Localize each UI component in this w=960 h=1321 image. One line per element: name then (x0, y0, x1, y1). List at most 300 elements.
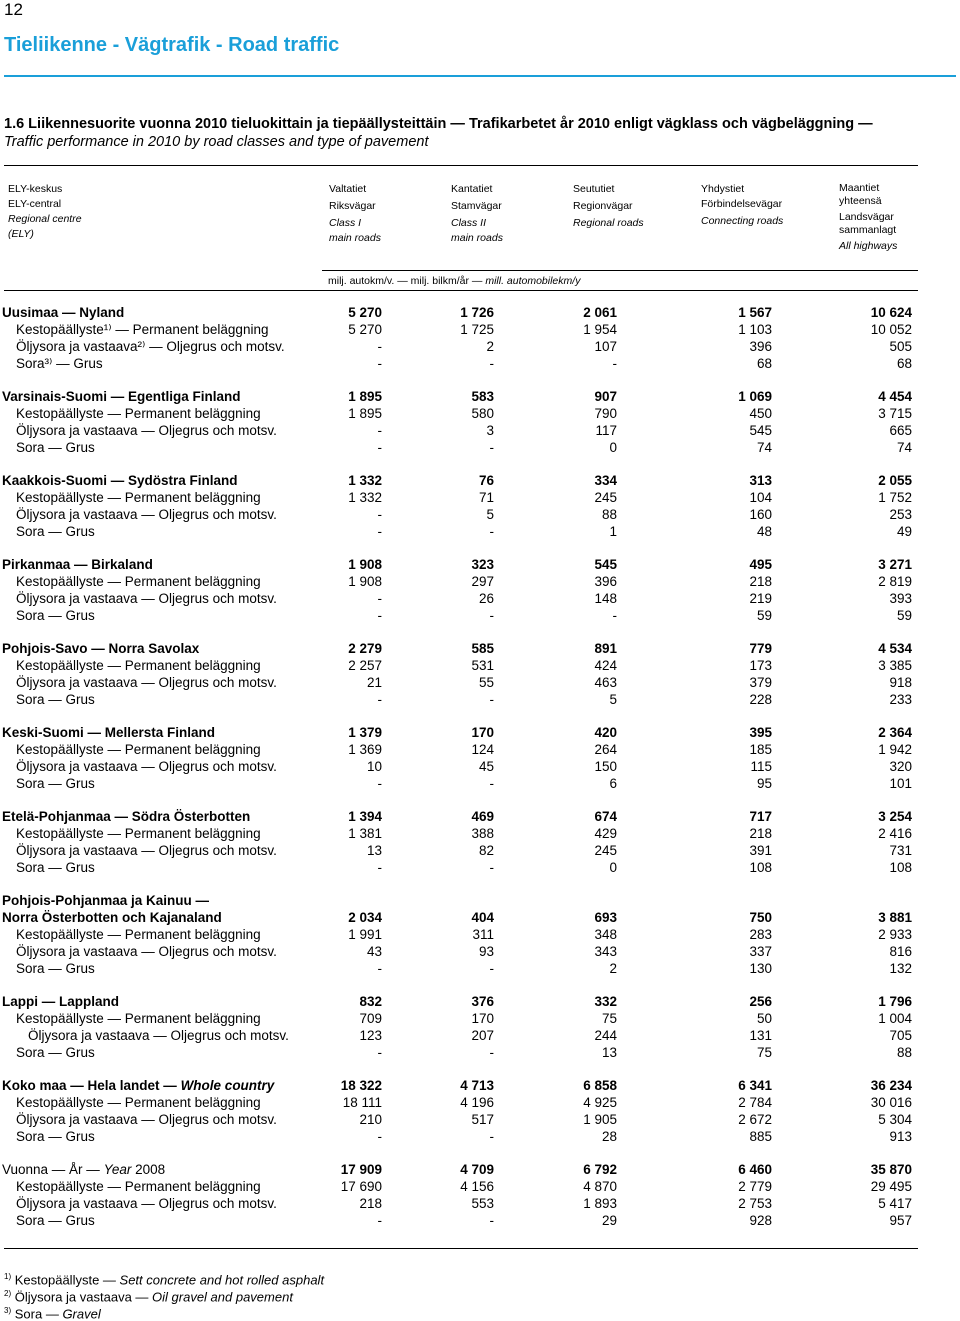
row-label: Öljysora ja vastaava — Oljegrus och motsv. (16, 423, 277, 438)
cell-value: 531 (471, 658, 494, 673)
cell-value: 3 385 (878, 658, 912, 673)
cell-value: - (377, 776, 382, 791)
cell-value: 1 004 (878, 1011, 912, 1026)
pavement-row (0, 356, 960, 373)
region-row (0, 1078, 960, 1095)
cell-value: 429 (594, 826, 617, 841)
cell-value: 104 (749, 490, 772, 505)
cell-value: 2 784 (738, 1095, 772, 1110)
row-label: Kestopäällyste — Permanent beläggning (16, 1095, 261, 1110)
cell-value: - (489, 860, 494, 875)
row-label: Öljysora ja vastaava — Oljegrus och motsv. (16, 843, 277, 858)
cell-value: - (489, 776, 494, 791)
cell-value: 5 270 (348, 305, 382, 320)
cell-value: 4 454 (878, 389, 912, 404)
cell-value: 4 709 (460, 1162, 494, 1177)
cell-value: 108 (889, 860, 912, 875)
cell-value: 26 (478, 591, 494, 606)
row-label: Kestopäällyste — Permanent beläggning (16, 490, 261, 505)
row-gap (0, 978, 960, 994)
cell-value: 545 (594, 557, 617, 572)
region-row (0, 809, 960, 826)
cell-value: 1 394 (348, 809, 382, 824)
cell-value: 17 690 (340, 1179, 382, 1194)
header-col-connecting (701, 182, 783, 229)
pavement-row (0, 1112, 960, 1129)
cell-value: 185 (749, 742, 772, 757)
pavement-row (0, 591, 960, 608)
pavement-row (0, 574, 960, 591)
pavement-row (0, 507, 960, 524)
pavement-row (0, 1095, 960, 1112)
cell-value: 13 (601, 1045, 617, 1060)
cell-value: 553 (471, 1196, 494, 1211)
cell-value: 396 (594, 574, 617, 589)
cell-value: 88 (896, 1045, 912, 1060)
header-rule-top (4, 165, 918, 166)
pavement-row (0, 339, 960, 356)
cell-value: 0 (609, 440, 617, 455)
header-col-region (8, 182, 82, 242)
cell-value: 59 (896, 608, 912, 623)
pavement-row (0, 440, 960, 457)
row-label: Norra Österbotten och Kajanaland (2, 910, 222, 925)
cell-value: - (377, 608, 382, 623)
cell-value: 6 341 (738, 1078, 772, 1093)
header-text: main roads (329, 232, 381, 244)
cell-value: 218 (749, 826, 772, 841)
header-col-class1 (329, 182, 381, 246)
pavement-row (0, 961, 960, 978)
cell-value: 313 (749, 473, 772, 488)
cell-value: 244 (594, 1028, 617, 1043)
cell-value: 424 (594, 658, 617, 673)
cell-value: 107 (594, 339, 617, 354)
cell-value: 2 364 (878, 725, 912, 740)
row-label: Keski-Suomi — Mellersta Finland (2, 725, 216, 740)
row-gap (0, 541, 960, 557)
cell-value: 3 881 (878, 910, 912, 925)
row-label: Sora — Grus (16, 440, 95, 455)
cell-value: 790 (594, 406, 617, 421)
pavement-row (0, 675, 960, 692)
table-rule-bottom (4, 1248, 918, 1249)
header-col-regional (573, 182, 644, 231)
header-text: sammanlagt (839, 224, 897, 236)
cell-value: 3 254 (878, 809, 912, 824)
cell-value: 1 567 (738, 305, 772, 320)
cell-value: 283 (749, 927, 772, 942)
row-label: Pirkanmaa — Birkaland (2, 557, 153, 572)
cell-value: 82 (478, 843, 494, 858)
cell-value: 218 (749, 574, 772, 589)
row-label: Öljysora ja vastaava²⁾ — Oljegrus och motsv. (16, 339, 285, 354)
cell-value: - (377, 1045, 382, 1060)
cell-value: 469 (471, 809, 494, 824)
footnote: $^{3)}$ Sora — Gravel (4, 1306, 101, 1321)
cell-value: 76 (478, 473, 494, 488)
cell-value: 74 (756, 440, 772, 455)
cell-value: 30 016 (870, 1095, 912, 1110)
cell-value: 6 460 (738, 1162, 772, 1177)
cell-value: 2 779 (738, 1179, 772, 1194)
header-text: Förbindelsevägar (701, 198, 783, 210)
cell-value: 18 322 (340, 1078, 382, 1093)
row-label: Öljysora ja vastaava — Oljegrus och motsv. (16, 507, 277, 522)
cell-value: 150 (594, 759, 617, 774)
row-label: Sora — Grus (16, 961, 95, 976)
header-text: Valtatiet (329, 183, 367, 195)
row-label: Sora — Grus (16, 1129, 95, 1144)
cell-value: 0 (609, 860, 617, 875)
region-row (0, 725, 960, 742)
top-rule (4, 75, 956, 77)
table-title-main: 1.6 Liikennesuorite vuonna 2010 tieluokittain ja tiepäällysteittäin — Trafikarbetet år 2010 enligt vägklass och vägbeläggning — (4, 116, 873, 132)
pavement-row (0, 658, 960, 675)
cell-value: 1 908 (348, 574, 382, 589)
units-text-english: mill. automobilekm/y (485, 275, 581, 287)
region-row (0, 641, 960, 658)
cell-value: 717 (749, 809, 772, 824)
row-label: Sora — Grus (16, 776, 95, 791)
cell-value: - (489, 961, 494, 976)
pavement-row (0, 524, 960, 541)
cell-value: 891 (594, 641, 617, 656)
pavement-row (0, 692, 960, 709)
cell-value: 337 (749, 944, 772, 959)
cell-value: 343 (594, 944, 617, 959)
cell-value: 35 870 (870, 1162, 912, 1177)
cell-value: 580 (471, 406, 494, 421)
cell-value: 463 (594, 675, 617, 690)
cell-value: 1 895 (348, 389, 382, 404)
cell-value: 1 332 (348, 490, 382, 505)
cell-value: 4 196 (460, 1095, 494, 1110)
cell-value: 245 (594, 843, 617, 858)
cell-value: 320 (889, 759, 912, 774)
cell-value: 3 271 (878, 557, 912, 572)
row-label: Sora — Grus (16, 860, 95, 875)
cell-value: 583 (471, 389, 494, 404)
cell-value: 68 (756, 356, 772, 371)
cell-value: 693 (594, 910, 617, 925)
cell-value: 1 379 (348, 725, 382, 740)
cell-value: 391 (749, 843, 772, 858)
cell-value: 1 991 (348, 927, 382, 942)
cell-value: 705 (889, 1028, 912, 1043)
row-label: Kestopäällyste¹⁾ — Permanent beläggning (16, 322, 269, 337)
pavement-row (0, 1179, 960, 1196)
cell-value: 665 (889, 423, 912, 438)
cell-value: 420 (594, 725, 617, 740)
pavement-row (0, 490, 960, 507)
row-label: Öljysora ja vastaava — Oljegrus och motsv. (28, 1028, 289, 1043)
cell-value: 4 870 (583, 1179, 617, 1194)
units-label (328, 275, 580, 287)
pavement-row (0, 1196, 960, 1213)
cell-value: 6 858 (583, 1078, 617, 1093)
pavement-row (0, 776, 960, 793)
row-label: Sora³⁾ — Grus (16, 356, 103, 371)
pavement-row (0, 927, 960, 944)
row-label: Kaakkois-Suomi — Sydöstra Finland (2, 473, 238, 488)
cell-value: 43 (366, 944, 382, 959)
cell-value: - (377, 339, 382, 354)
cell-value: 233 (889, 692, 912, 707)
cell-value: 132 (889, 961, 912, 976)
row-label: Öljysora ja vastaava — Oljegrus och motsv. (16, 944, 277, 959)
cell-value: - (377, 1129, 382, 1144)
cell-value: 396 (749, 339, 772, 354)
table-title (4, 115, 904, 151)
cell-value: 148 (594, 591, 617, 606)
cell-value: - (377, 860, 382, 875)
pavement-row (0, 1129, 960, 1146)
header-text: Class II (451, 217, 487, 229)
cell-value: 5 (486, 507, 494, 522)
header-rule-bottom (4, 290, 918, 291)
cell-value: 2 933 (878, 927, 912, 942)
cell-value: - (489, 356, 494, 371)
cell-value: 779 (749, 641, 772, 656)
cell-value: 450 (749, 406, 772, 421)
cell-value: 245 (594, 490, 617, 505)
row-label: Etelä-Pohjanmaa — Södra Österbotten (2, 809, 251, 824)
pavement-row (0, 1028, 960, 1045)
cell-value: 2 (486, 339, 494, 354)
cell-value: 388 (471, 826, 494, 841)
cell-value: 124 (471, 742, 494, 757)
header-text: ELY-keskus (8, 183, 63, 195)
cell-value: 17 909 (340, 1162, 382, 1177)
cell-value: 13 (366, 843, 382, 858)
row-label: Koko maa — Hela landet — Whole country (2, 1078, 275, 1093)
cell-value: 832 (359, 994, 382, 1009)
row-label: Sora — Grus (16, 608, 95, 623)
cell-value: 68 (896, 356, 912, 371)
cell-value: 545 (749, 423, 772, 438)
cell-value: 1 954 (583, 322, 617, 337)
row-gap (0, 1146, 960, 1162)
cell-value: 115 (750, 759, 772, 774)
cell-value: 2 061 (583, 305, 617, 320)
cell-value: 88 (601, 507, 617, 522)
cell-value: - (377, 524, 382, 539)
row-label: Pohjois-Savo — Norra Savolax (2, 641, 200, 656)
region-row (0, 389, 960, 406)
cell-value: 28 (601, 1129, 617, 1144)
header-text: Yhdystiet (701, 183, 745, 195)
cell-value: 2 279 (348, 641, 382, 656)
cell-value: 5 270 (348, 322, 382, 337)
region-row (0, 910, 960, 927)
cell-value: 59 (756, 608, 772, 623)
cell-value: 334 (594, 473, 617, 488)
cell-value: 379 (749, 675, 772, 690)
cell-value: 5 (609, 692, 617, 707)
cell-value: - (377, 591, 382, 606)
pavement-row (0, 423, 960, 440)
cell-value: 674 (594, 809, 617, 824)
units-rule (322, 270, 918, 271)
row-label: Lappi — Lappland (2, 994, 119, 1009)
row-gap (0, 709, 960, 725)
cell-value: 173 (749, 658, 772, 673)
row-label: Sora — Grus (16, 1045, 95, 1060)
cell-value: 4 156 (460, 1179, 494, 1194)
cell-value: 376 (471, 994, 494, 1009)
cell-value: 2 672 (738, 1112, 772, 1127)
cell-value: - (377, 440, 382, 455)
row-label: Kestopäällyste — Permanent beläggning (16, 742, 261, 757)
cell-value: 4 534 (878, 641, 912, 656)
cell-value: - (489, 692, 494, 707)
region-row (0, 893, 960, 910)
cell-value: - (489, 440, 494, 455)
cell-value: 131 (749, 1028, 772, 1043)
header-text: Class I (329, 217, 362, 229)
cell-value: 2 819 (878, 574, 912, 589)
cell-value: 117 (595, 423, 617, 438)
cell-value: 50 (756, 1011, 772, 1026)
header-text: main roads (451, 232, 503, 244)
table-title-english: Traffic performance in 2010 by road classes and type of pavement (4, 134, 429, 150)
header-text: All highways (839, 240, 898, 252)
header-text: Maantiet (839, 182, 880, 194)
cell-value: 101 (889, 776, 912, 791)
pavement-row (0, 826, 960, 843)
cell-value: 1 069 (738, 389, 772, 404)
cell-value: 4 925 (583, 1095, 617, 1110)
cell-value: 93 (478, 944, 494, 959)
row-label: Pohjois-Pohjanmaa ja Kainuu — (2, 893, 210, 908)
cell-value: 913 (889, 1129, 912, 1144)
pavement-row (0, 860, 960, 877)
row-gap (0, 1062, 960, 1078)
cell-value: - (489, 1129, 494, 1144)
cell-value: 170 (471, 725, 494, 740)
cell-value: 731 (889, 843, 912, 858)
header-col-class2 (451, 182, 503, 246)
cell-value: - (377, 961, 382, 976)
cell-value: 29 495 (870, 1179, 912, 1194)
cell-value: 1 726 (460, 305, 494, 320)
cell-value: 1 725 (460, 322, 494, 337)
cell-value: 709 (359, 1011, 382, 1026)
row-label: Öljysora ja vastaava — Oljegrus och motsv. (16, 1112, 277, 1127)
cell-value: 10 (366, 759, 382, 774)
header-col-total (839, 182, 897, 253)
cell-value: 6 (609, 776, 617, 791)
cell-value: 297 (471, 574, 494, 589)
row-label: Sora — Grus (16, 692, 95, 707)
row-gap (0, 625, 960, 641)
cell-value: 45 (478, 759, 494, 774)
header-text: Connecting roads (701, 215, 784, 227)
cell-value: - (377, 692, 382, 707)
pavement-row (0, 608, 960, 625)
header-text: Riksvägar (329, 200, 376, 212)
row-label: Varsinais-Suomi — Egentliga Finland (2, 389, 241, 404)
pavement-row (0, 742, 960, 759)
cell-value: 10 624 (870, 305, 912, 320)
row-label: Kestopäällyste — Permanent beläggning (16, 1179, 261, 1194)
region-row (0, 473, 960, 490)
cell-value: 2 034 (348, 910, 382, 925)
cell-value: 130 (749, 961, 772, 976)
cell-value: 71 (478, 490, 494, 505)
cell-value: 1 796 (878, 994, 912, 1009)
cell-value: 750 (749, 910, 772, 925)
cell-value: 311 (472, 927, 494, 942)
row-label: Kestopäällyste — Permanent beläggning (16, 406, 261, 421)
row-label: Uusimaa — Nyland (2, 305, 125, 320)
cell-value: 75 (756, 1045, 772, 1060)
cell-value: 885 (749, 1129, 772, 1144)
pavement-row (0, 1045, 960, 1062)
cell-value: 907 (594, 389, 617, 404)
cell-value: 404 (471, 910, 494, 925)
cell-value: 1 893 (583, 1196, 617, 1211)
cell-value: 1 332 (348, 473, 382, 488)
cell-value: - (377, 423, 382, 438)
cell-value: - (377, 507, 382, 522)
region-row (0, 1162, 960, 1179)
row-label: Öljysora ja vastaava — Oljegrus och motsv. (16, 675, 277, 690)
row-label: Sora — Grus (16, 1213, 95, 1228)
cell-value: 332 (594, 994, 617, 1009)
cell-value: 918 (889, 675, 912, 690)
cell-value: 219 (749, 591, 772, 606)
pavement-row (0, 406, 960, 423)
cell-value: 505 (889, 339, 912, 354)
footnote: $^{1)}$ Kestopäällyste — Sett concrete and hot rolled asphalt (4, 1272, 325, 1288)
row-label: Öljysora ja vastaava — Oljegrus och motsv. (16, 1196, 277, 1211)
cell-value: 1 103 (738, 322, 772, 337)
cell-value: 207 (471, 1028, 494, 1043)
pavement-row (0, 944, 960, 961)
cell-value: 1 905 (583, 1112, 617, 1127)
header-text: Seututiet (573, 183, 615, 195)
cell-value: - (489, 1213, 494, 1228)
cell-value: 3 715 (878, 406, 912, 421)
cell-value: 928 (749, 1213, 772, 1228)
region-row (0, 994, 960, 1011)
chapter-title: Tieliikenne - Vägtrafik - Road traffic (4, 34, 340, 56)
pavement-row (0, 322, 960, 339)
row-label: Öljysora ja vastaava — Oljegrus och motsv. (16, 591, 277, 606)
row-label: Kestopäällyste — Permanent beläggning (16, 927, 261, 942)
cell-value: 18 111 (342, 1095, 382, 1110)
cell-value: 253 (889, 507, 912, 522)
cell-value: 1 369 (348, 742, 382, 757)
row-label: Vuonna — År — Year 2008 (2, 1162, 166, 1177)
cell-value: 4 713 (460, 1078, 494, 1093)
row-label: Kestopäällyste — Permanent beläggning (16, 574, 261, 589)
table-body (0, 305, 960, 1230)
cell-value: 210 (359, 1112, 382, 1127)
header-text: (ELY) (8, 228, 34, 240)
cell-value: 1 (609, 524, 617, 539)
cell-value: 55 (478, 675, 494, 690)
cell-value: 2 257 (348, 658, 382, 673)
cell-value: 3 (486, 423, 494, 438)
header-text: Regional centre (8, 213, 82, 225)
cell-value: 49 (896, 524, 912, 539)
cell-value: 816 (889, 944, 912, 959)
cell-value: 517 (471, 1112, 494, 1127)
row-label: Öljysora ja vastaava — Oljegrus och motsv. (16, 759, 277, 774)
